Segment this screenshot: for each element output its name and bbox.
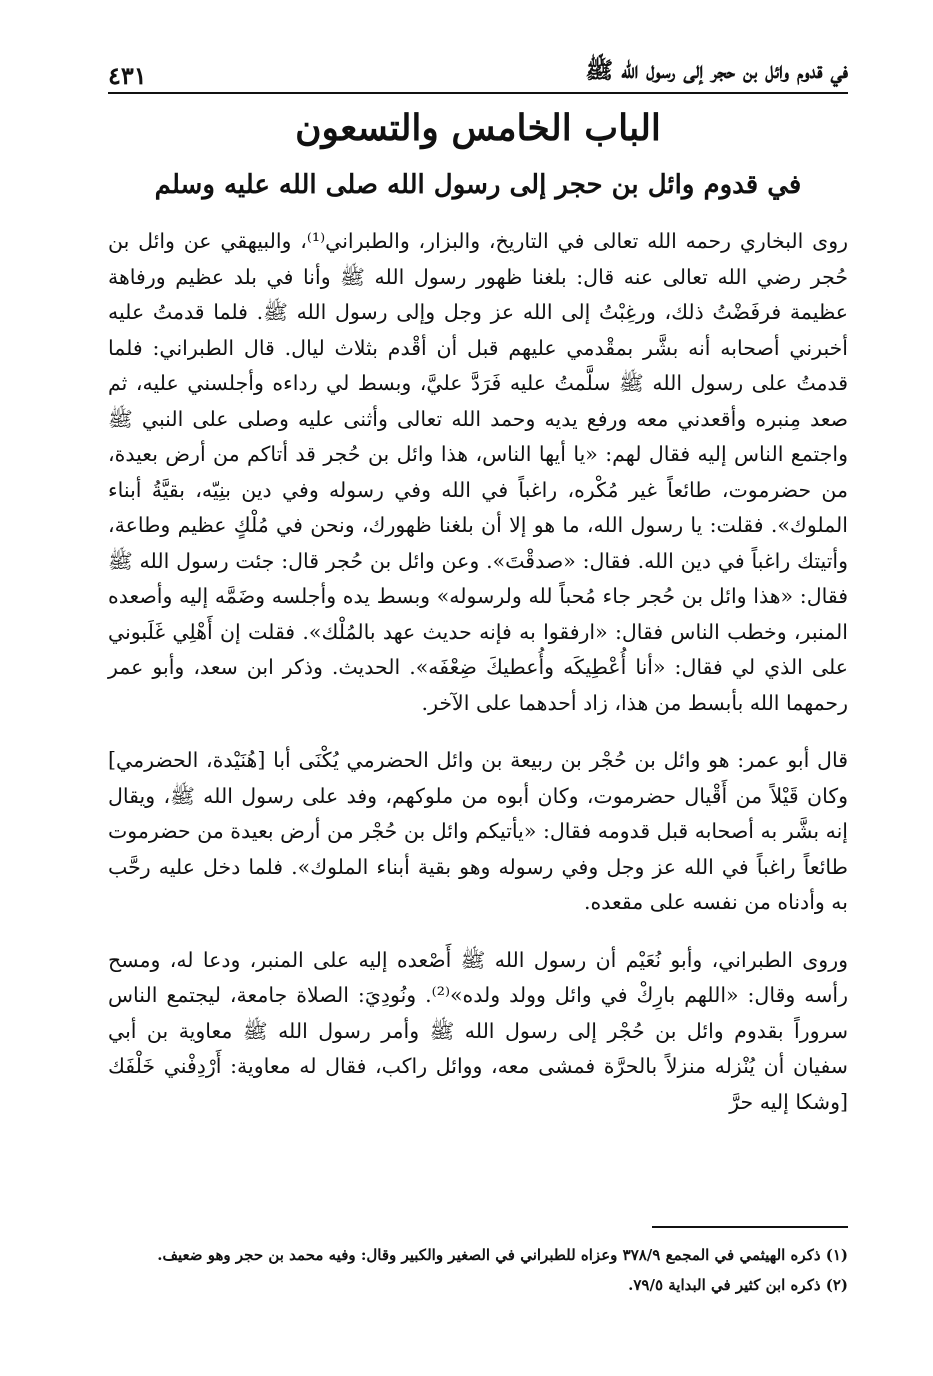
running-title: في قدوم وائل بن حجر إلى رسول الله ﷺ xyxy=(585,57,848,84)
header-divider xyxy=(108,92,848,94)
page-number: ٤٣١ xyxy=(108,61,147,90)
chapter-title: الباب الخامس والتسعون xyxy=(295,107,661,149)
footnotes xyxy=(108,1240,848,1300)
paragraph-3: وروى الطبراني، وأبو نُعَيْم أن رسول الله ﷺ أَصْعده إليه على المنبر، ودعا له، ومسح رأسه وقال: «اللهم بارِكْ في وائل وولد ولده»⁽²⁾. ونُودِيَ: الصلاة جامعة، ليجتمع الناس سروراً بقدوم وائل بن حُجْر إلى رسول الله ﷺ وأمر رسول الله ﷺ معاوية بن أبي سفيان أن يُنْزله منزلاً بالحرَّة فمشى معه، ووائل راكب، فقال له معاوية: أَرْدِفْني خَلْفَك [وشكا إليه حرَّ xyxy=(108,947,848,1114)
footnote-1: (١) ذكره الهيثمي في المجمع ٣٧٨/٩ وعزاه للطبراني في الصغير والكبير وقال: وفيه محمد بن حجر وهو ضعيف. xyxy=(157,1246,848,1264)
footnote-divider xyxy=(652,1226,848,1228)
footnote-2: (٢) ذكره ابن كثير في البداية ٧٩/٥. xyxy=(628,1276,848,1294)
body-text xyxy=(108,224,848,1142)
paragraph-2: قال أبو عمر: هو وائل بن حُجْر بن ربيعة بن وائل الحضرمي يُكْنَى أبا [هُنَيْدة، الحضرمي] وكان قَيْلاً من أَقْيال حضرموت، وكان أبوه من ملوكهم، وفد على رسول الله ﷺ، ويقال إنه بشَّر به أصحابه قبل قدومه فقال: «يأتيكم وائل بن حُجْر من أرض بعيدة من حضرموت طائعاً راغباً في الله عز وجل وفي رسوله وهو بقية أبناء الملوك». فلما دخل عليه رحَّب به وأدناه من نفسه على مقعده. xyxy=(108,748,848,914)
running-header xyxy=(108,44,848,90)
paragraph-1: روى البخاري رحمه الله تعالى في التاريخ، والبزار، والطبراني⁽¹⁾، والبيهقي عن وائل بن حُجر رضي الله تعالى عنه قال: بلغنا ظهور رسول الله ﷺ وأنا في بلد عظيم ورفاهة عظيمة فرفَضْتُ ذلك، ورغِبْتُ إلى الله عز وجل وإلى رسول الله ﷺ. فلما قدمتُ عليه أخبرني أصحابه أنه بشَّر بمقْدمي عليهم قبل أن أقْدم بثلاث ليال. قال الطبراني: فلما قدمتُ على رسول الله ﷺ سلَّمتُ عليه فَرَدَّ عليَّ، وبسط لي رداءه وأجلسني عليه، ثم صعد مِنبره وأقعدني معه ورفع يديه وحمد الله تعالى وأثنى عليه وصلى على النبي ﷺ واجتمع الناس إليه فقال لهم: «يا أيها الناس، هذا وائل بن حُجر قد أتاكم من أرض بعيدة، من حضرموت، طائعاً غير مُكْره، راغباً في الله وفي رسوله وفي دين بنِيّه، بقيَّةُ أبناء الملوك». فقلت: يا رسول الله، ما هو إلا أن بلغنا ظهورك، ونحن في مُلْكٍ عظيم وطاعة، وأتيتك راغباً في دين الله. فقال: «صدقْتَ». وعن وائل بن حُجر قال: جئت رسول الله ﷺ فقال: «هذا وائل بن حُجر جاء مُحباً لله ولرسوله» وبسط يده وأجلسه وضَمَّه إليه وأصعده المنبر، وخطب الناس فقال: «ارفقوا به فإنه حديث عهد بالمُلْك». فقلت إن أَهْلِي غَلَبوني على الذي لي فقال: «أنا أُعْطِيكَه وأُعطيكَ ضِعْفَه». الحديث. وذكر ابن سعد، وأبو عمر رحمهما الله بأبسط من هذا، زاد أحدهما على الآخر. xyxy=(108,229,848,715)
chapter-subtitle: في قدوم وائل بن حجر إلى رسول الله صلى الله عليه وسلم xyxy=(154,170,802,200)
